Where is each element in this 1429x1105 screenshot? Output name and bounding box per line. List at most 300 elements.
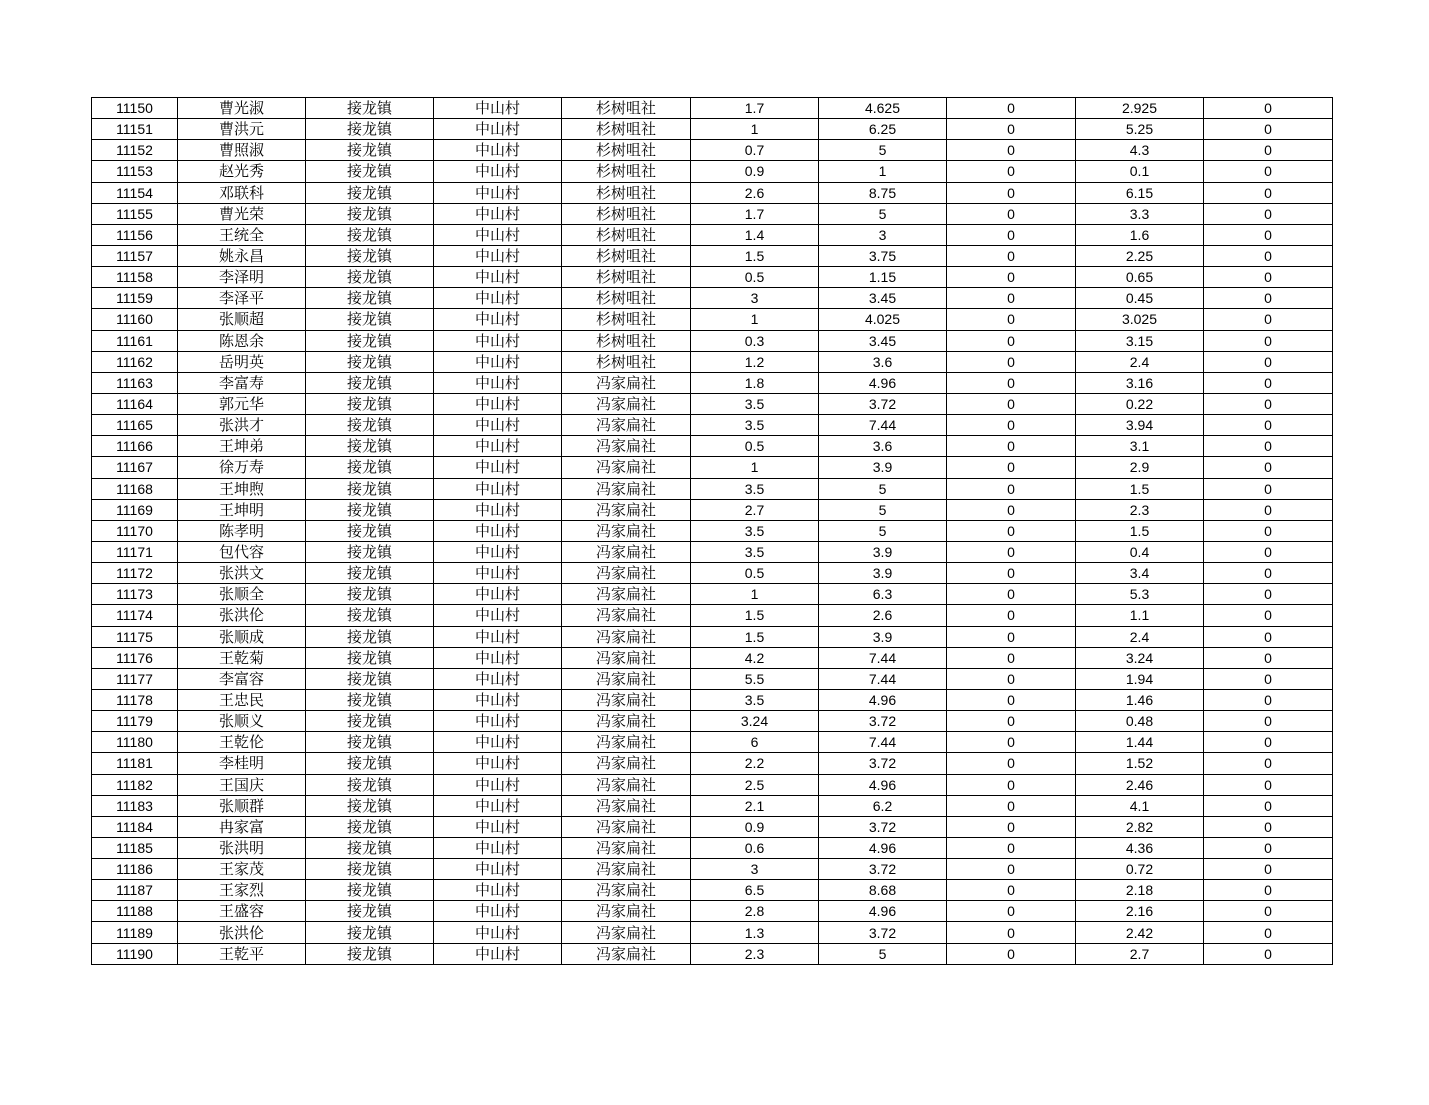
value-b-cell: 3.72 — [819, 922, 947, 943]
value-c-cell: 0 — [947, 922, 1076, 943]
village-cell: 中山村 — [434, 753, 562, 774]
value-c-cell: 0 — [947, 267, 1076, 288]
value-e-cell: 0 — [1204, 901, 1333, 922]
value-c-cell: 0 — [947, 415, 1076, 436]
value-a-cell: 2.1 — [691, 795, 819, 816]
value-c-cell: 0 — [947, 795, 1076, 816]
table-row — [92, 753, 1333, 774]
value-d-cell: 3.94 — [1076, 415, 1204, 436]
value-c-cell: 0 — [947, 774, 1076, 795]
value-a-cell: 6 — [691, 732, 819, 753]
name-cell: 曹洪元 — [178, 119, 306, 140]
value-e-cell: 0 — [1204, 647, 1333, 668]
value-e-cell: 0 — [1204, 457, 1333, 478]
value-d-cell: 3.15 — [1076, 330, 1204, 351]
village-cell: 中山村 — [434, 499, 562, 520]
value-b-cell: 8.75 — [819, 182, 947, 203]
value-a-cell: 1.4 — [691, 224, 819, 245]
row-id-cell: 11176 — [92, 647, 178, 668]
group-cell: 冯家扁社 — [562, 668, 691, 689]
value-a-cell: 3 — [691, 859, 819, 880]
value-d-cell: 1.52 — [1076, 753, 1204, 774]
table-row — [92, 605, 1333, 626]
value-c-cell: 0 — [947, 478, 1076, 499]
value-a-cell: 0.6 — [691, 837, 819, 858]
value-b-cell: 3.72 — [819, 859, 947, 880]
value-a-cell: 2.8 — [691, 901, 819, 922]
table-row — [92, 711, 1333, 732]
table-row — [92, 309, 1333, 330]
value-c-cell: 0 — [947, 732, 1076, 753]
name-cell: 张顺群 — [178, 795, 306, 816]
table-row — [92, 415, 1333, 436]
village-cell: 中山村 — [434, 224, 562, 245]
value-c-cell: 0 — [947, 161, 1076, 182]
table-row — [92, 351, 1333, 372]
village-cell: 中山村 — [434, 563, 562, 584]
value-c-cell: 0 — [947, 499, 1076, 520]
value-e-cell: 0 — [1204, 880, 1333, 901]
value-a-cell: 1 — [691, 119, 819, 140]
row-id-cell: 11165 — [92, 415, 178, 436]
name-cell: 李富寿 — [178, 372, 306, 393]
village-cell: 中山村 — [434, 816, 562, 837]
row-id-cell: 11179 — [92, 711, 178, 732]
value-c-cell: 0 — [947, 837, 1076, 858]
group-cell: 杉树咀社 — [562, 140, 691, 161]
value-d-cell: 6.15 — [1076, 182, 1204, 203]
value-a-cell: 1.8 — [691, 372, 819, 393]
value-e-cell: 0 — [1204, 267, 1333, 288]
village-cell: 中山村 — [434, 774, 562, 795]
table-row — [92, 563, 1333, 584]
village-cell: 中山村 — [434, 415, 562, 436]
value-a-cell: 3.5 — [691, 415, 819, 436]
value-a-cell: 3 — [691, 288, 819, 309]
value-e-cell: 0 — [1204, 943, 1333, 964]
value-e-cell: 0 — [1204, 436, 1333, 457]
value-a-cell: 3.5 — [691, 520, 819, 541]
value-e-cell: 0 — [1204, 182, 1333, 203]
village-cell: 中山村 — [434, 520, 562, 541]
row-id-cell: 11156 — [92, 224, 178, 245]
village-cell: 中山村 — [434, 901, 562, 922]
town-cell: 接龙镇 — [306, 901, 434, 922]
value-a-cell: 2.3 — [691, 943, 819, 964]
town-cell: 接龙镇 — [306, 647, 434, 668]
village-cell: 中山村 — [434, 922, 562, 943]
row-id-cell: 11150 — [92, 98, 178, 119]
group-cell: 冯家扁社 — [562, 584, 691, 605]
town-cell: 接龙镇 — [306, 711, 434, 732]
name-cell: 张顺成 — [178, 626, 306, 647]
town-cell: 接龙镇 — [306, 245, 434, 266]
name-cell: 曹照淑 — [178, 140, 306, 161]
value-a-cell: 3.5 — [691, 478, 819, 499]
value-b-cell: 4.96 — [819, 774, 947, 795]
value-b-cell: 5 — [819, 520, 947, 541]
value-e-cell: 0 — [1204, 140, 1333, 161]
value-a-cell: 2.7 — [691, 499, 819, 520]
row-id-cell: 11173 — [92, 584, 178, 605]
row-id-cell: 11182 — [92, 774, 178, 795]
value-b-cell: 1.15 — [819, 267, 947, 288]
name-cell: 王忠民 — [178, 689, 306, 710]
town-cell: 接龙镇 — [306, 267, 434, 288]
table-row — [92, 245, 1333, 266]
value-b-cell: 3.75 — [819, 245, 947, 266]
value-d-cell: 3.24 — [1076, 647, 1204, 668]
town-cell: 接龙镇 — [306, 309, 434, 330]
group-cell: 冯家扁社 — [562, 563, 691, 584]
row-id-cell: 11178 — [92, 689, 178, 710]
value-d-cell: 5.3 — [1076, 584, 1204, 605]
row-id-cell: 11154 — [92, 182, 178, 203]
row-id-cell: 11157 — [92, 245, 178, 266]
value-c-cell: 0 — [947, 309, 1076, 330]
town-cell: 接龙镇 — [306, 499, 434, 520]
town-cell: 接龙镇 — [306, 880, 434, 901]
value-e-cell: 0 — [1204, 245, 1333, 266]
value-d-cell: 3.1 — [1076, 436, 1204, 457]
row-id-cell: 11183 — [92, 795, 178, 816]
value-a-cell: 1.5 — [691, 626, 819, 647]
name-cell: 张顺全 — [178, 584, 306, 605]
group-cell: 冯家扁社 — [562, 478, 691, 499]
value-b-cell: 2.6 — [819, 605, 947, 626]
value-a-cell: 2.5 — [691, 774, 819, 795]
value-c-cell: 0 — [947, 541, 1076, 562]
row-id-cell: 11161 — [92, 330, 178, 351]
row-id-cell: 11155 — [92, 203, 178, 224]
table-row — [92, 943, 1333, 964]
group-cell: 杉树咀社 — [562, 351, 691, 372]
value-a-cell: 4.2 — [691, 647, 819, 668]
name-cell: 赵光秀 — [178, 161, 306, 182]
value-d-cell: 3.025 — [1076, 309, 1204, 330]
value-e-cell: 0 — [1204, 837, 1333, 858]
name-cell: 曹光荣 — [178, 203, 306, 224]
row-id-cell: 11171 — [92, 541, 178, 562]
name-cell: 张顺超 — [178, 309, 306, 330]
name-cell: 张顺义 — [178, 711, 306, 732]
value-b-cell: 3.45 — [819, 330, 947, 351]
table-row — [92, 774, 1333, 795]
value-c-cell: 0 — [947, 182, 1076, 203]
table-row — [92, 478, 1333, 499]
row-id-cell: 11153 — [92, 161, 178, 182]
value-d-cell: 0.22 — [1076, 393, 1204, 414]
village-cell: 中山村 — [434, 436, 562, 457]
group-cell: 冯家扁社 — [562, 436, 691, 457]
name-cell: 李富容 — [178, 668, 306, 689]
table-row — [92, 224, 1333, 245]
value-c-cell: 0 — [947, 245, 1076, 266]
town-cell: 接龙镇 — [306, 182, 434, 203]
village-cell: 中山村 — [434, 457, 562, 478]
value-e-cell: 0 — [1204, 330, 1333, 351]
value-d-cell: 2.7 — [1076, 943, 1204, 964]
value-b-cell: 4.625 — [819, 98, 947, 119]
town-cell: 接龙镇 — [306, 922, 434, 943]
row-id-cell: 11172 — [92, 563, 178, 584]
value-d-cell: 0.4 — [1076, 541, 1204, 562]
row-id-cell: 11169 — [92, 499, 178, 520]
group-cell: 冯家扁社 — [562, 859, 691, 880]
value-c-cell: 0 — [947, 626, 1076, 647]
table-row — [92, 816, 1333, 837]
town-cell: 接龙镇 — [306, 224, 434, 245]
village-cell: 中山村 — [434, 161, 562, 182]
value-b-cell: 5 — [819, 499, 947, 520]
value-b-cell: 3.9 — [819, 563, 947, 584]
row-id-cell: 11164 — [92, 393, 178, 414]
value-e-cell: 0 — [1204, 478, 1333, 499]
value-a-cell: 1.5 — [691, 605, 819, 626]
table-row — [92, 732, 1333, 753]
village-cell: 中山村 — [434, 732, 562, 753]
table-row — [92, 795, 1333, 816]
value-e-cell: 0 — [1204, 288, 1333, 309]
row-id-cell: 11180 — [92, 732, 178, 753]
value-b-cell: 4.025 — [819, 309, 947, 330]
row-id-cell: 11166 — [92, 436, 178, 457]
group-cell: 冯家扁社 — [562, 943, 691, 964]
table-row — [92, 203, 1333, 224]
town-cell: 接龙镇 — [306, 837, 434, 858]
value-c-cell: 0 — [947, 816, 1076, 837]
table-row — [92, 880, 1333, 901]
group-cell: 杉树咀社 — [562, 288, 691, 309]
value-a-cell: 1 — [691, 309, 819, 330]
group-cell: 杉树咀社 — [562, 119, 691, 140]
value-a-cell: 3.5 — [691, 393, 819, 414]
value-b-cell: 3.9 — [819, 541, 947, 562]
table-row — [92, 140, 1333, 161]
town-cell: 接龙镇 — [306, 753, 434, 774]
group-cell: 冯家扁社 — [562, 499, 691, 520]
value-d-cell: 0.45 — [1076, 288, 1204, 309]
group-cell: 冯家扁社 — [562, 520, 691, 541]
name-cell: 王盛容 — [178, 901, 306, 922]
value-c-cell: 0 — [947, 288, 1076, 309]
value-a-cell: 0.5 — [691, 436, 819, 457]
town-cell: 接龙镇 — [306, 605, 434, 626]
table-row — [92, 520, 1333, 541]
town-cell: 接龙镇 — [306, 457, 434, 478]
value-d-cell: 4.36 — [1076, 837, 1204, 858]
value-e-cell: 0 — [1204, 393, 1333, 414]
table-row — [92, 541, 1333, 562]
town-cell: 接龙镇 — [306, 478, 434, 499]
row-id-cell: 11186 — [92, 859, 178, 880]
village-cell: 中山村 — [434, 245, 562, 266]
value-a-cell: 1.7 — [691, 98, 819, 119]
name-cell: 王家茂 — [178, 859, 306, 880]
value-b-cell: 7.44 — [819, 668, 947, 689]
table-row — [92, 182, 1333, 203]
village-cell: 中山村 — [434, 372, 562, 393]
group-cell: 冯家扁社 — [562, 732, 691, 753]
value-e-cell: 0 — [1204, 203, 1333, 224]
value-b-cell: 5 — [819, 943, 947, 964]
value-a-cell: 1 — [691, 457, 819, 478]
table-row — [92, 98, 1333, 119]
name-cell: 张洪文 — [178, 563, 306, 584]
value-e-cell: 0 — [1204, 499, 1333, 520]
name-cell: 邓联科 — [178, 182, 306, 203]
value-c-cell: 0 — [947, 711, 1076, 732]
group-cell: 冯家扁社 — [562, 605, 691, 626]
town-cell: 接龙镇 — [306, 161, 434, 182]
value-a-cell: 5.5 — [691, 668, 819, 689]
value-c-cell: 0 — [947, 119, 1076, 140]
value-d-cell: 4.3 — [1076, 140, 1204, 161]
group-cell: 杉树咀社 — [562, 224, 691, 245]
value-c-cell: 0 — [947, 457, 1076, 478]
name-cell: 王坤明 — [178, 499, 306, 520]
name-cell: 张洪伦 — [178, 605, 306, 626]
value-b-cell: 3.72 — [819, 753, 947, 774]
row-id-cell: 11162 — [92, 351, 178, 372]
group-cell: 杉树咀社 — [562, 98, 691, 119]
table-row — [92, 626, 1333, 647]
value-b-cell: 8.68 — [819, 880, 947, 901]
value-c-cell: 0 — [947, 140, 1076, 161]
value-d-cell: 2.18 — [1076, 880, 1204, 901]
value-e-cell: 0 — [1204, 689, 1333, 710]
value-c-cell: 0 — [947, 520, 1076, 541]
town-cell: 接龙镇 — [306, 415, 434, 436]
town-cell: 接龙镇 — [306, 541, 434, 562]
town-cell: 接龙镇 — [306, 119, 434, 140]
table-row — [92, 393, 1333, 414]
name-cell: 张洪才 — [178, 415, 306, 436]
village-cell: 中山村 — [434, 330, 562, 351]
group-cell: 冯家扁社 — [562, 711, 691, 732]
village-cell: 中山村 — [434, 880, 562, 901]
town-cell: 接龙镇 — [306, 140, 434, 161]
group-cell: 冯家扁社 — [562, 753, 691, 774]
value-e-cell: 0 — [1204, 520, 1333, 541]
village-cell: 中山村 — [434, 584, 562, 605]
value-b-cell: 4.96 — [819, 689, 947, 710]
value-b-cell: 6.2 — [819, 795, 947, 816]
value-b-cell: 3.6 — [819, 351, 947, 372]
village-cell: 中山村 — [434, 119, 562, 140]
name-cell: 曹光淑 — [178, 98, 306, 119]
value-a-cell: 3.24 — [691, 711, 819, 732]
group-cell: 冯家扁社 — [562, 626, 691, 647]
row-id-cell: 11174 — [92, 605, 178, 626]
value-d-cell: 0.48 — [1076, 711, 1204, 732]
value-b-cell: 3.72 — [819, 711, 947, 732]
group-cell: 冯家扁社 — [562, 816, 691, 837]
village-cell: 中山村 — [434, 647, 562, 668]
row-id-cell: 11188 — [92, 901, 178, 922]
value-c-cell: 0 — [947, 605, 1076, 626]
name-cell: 王乾伦 — [178, 732, 306, 753]
group-cell: 冯家扁社 — [562, 795, 691, 816]
name-cell: 李桂明 — [178, 753, 306, 774]
value-e-cell: 0 — [1204, 309, 1333, 330]
value-e-cell: 0 — [1204, 626, 1333, 647]
value-d-cell: 2.42 — [1076, 922, 1204, 943]
town-cell: 接龙镇 — [306, 520, 434, 541]
value-b-cell: 3 — [819, 224, 947, 245]
value-b-cell: 5 — [819, 140, 947, 161]
value-d-cell: 3.16 — [1076, 372, 1204, 393]
value-b-cell: 4.96 — [819, 372, 947, 393]
village-cell: 中山村 — [434, 140, 562, 161]
row-id-cell: 11158 — [92, 267, 178, 288]
table-row — [92, 584, 1333, 605]
value-e-cell: 0 — [1204, 224, 1333, 245]
town-cell: 接龙镇 — [306, 203, 434, 224]
value-e-cell: 0 — [1204, 119, 1333, 140]
row-id-cell: 11187 — [92, 880, 178, 901]
value-c-cell: 0 — [947, 224, 1076, 245]
value-c-cell: 0 — [947, 689, 1076, 710]
group-cell: 冯家扁社 — [562, 393, 691, 414]
town-cell: 接龙镇 — [306, 859, 434, 880]
value-e-cell: 0 — [1204, 732, 1333, 753]
value-d-cell: 1.1 — [1076, 605, 1204, 626]
group-cell: 冯家扁社 — [562, 647, 691, 668]
row-id-cell: 11185 — [92, 837, 178, 858]
name-cell: 王坤煦 — [178, 478, 306, 499]
town-cell: 接龙镇 — [306, 795, 434, 816]
data-table — [91, 97, 1333, 965]
value-c-cell: 0 — [947, 668, 1076, 689]
value-b-cell: 4.96 — [819, 837, 947, 858]
value-e-cell: 0 — [1204, 668, 1333, 689]
name-cell: 王国庆 — [178, 774, 306, 795]
table-row — [92, 288, 1333, 309]
value-b-cell: 7.44 — [819, 732, 947, 753]
value-d-cell: 2.46 — [1076, 774, 1204, 795]
name-cell: 姚永昌 — [178, 245, 306, 266]
value-d-cell: 2.16 — [1076, 901, 1204, 922]
value-a-cell: 6.5 — [691, 880, 819, 901]
value-c-cell: 0 — [947, 330, 1076, 351]
name-cell: 郭元华 — [178, 393, 306, 414]
value-e-cell: 0 — [1204, 161, 1333, 182]
value-b-cell: 4.96 — [819, 901, 947, 922]
name-cell: 李泽明 — [178, 267, 306, 288]
town-cell: 接龙镇 — [306, 689, 434, 710]
value-b-cell: 3.72 — [819, 816, 947, 837]
value-d-cell: 2.25 — [1076, 245, 1204, 266]
value-d-cell: 2.9 — [1076, 457, 1204, 478]
group-cell: 冯家扁社 — [562, 901, 691, 922]
name-cell: 王乾平 — [178, 943, 306, 964]
value-c-cell: 0 — [947, 436, 1076, 457]
village-cell: 中山村 — [434, 203, 562, 224]
village-cell: 中山村 — [434, 267, 562, 288]
value-c-cell: 0 — [947, 943, 1076, 964]
village-cell: 中山村 — [434, 837, 562, 858]
row-id-cell: 11175 — [92, 626, 178, 647]
group-cell: 冯家扁社 — [562, 880, 691, 901]
name-cell: 张洪明 — [178, 837, 306, 858]
value-d-cell: 1.6 — [1076, 224, 1204, 245]
value-b-cell: 1 — [819, 161, 947, 182]
value-a-cell: 0.7 — [691, 140, 819, 161]
value-e-cell: 0 — [1204, 372, 1333, 393]
group-cell: 杉树咀社 — [562, 309, 691, 330]
name-cell: 岳明英 — [178, 351, 306, 372]
